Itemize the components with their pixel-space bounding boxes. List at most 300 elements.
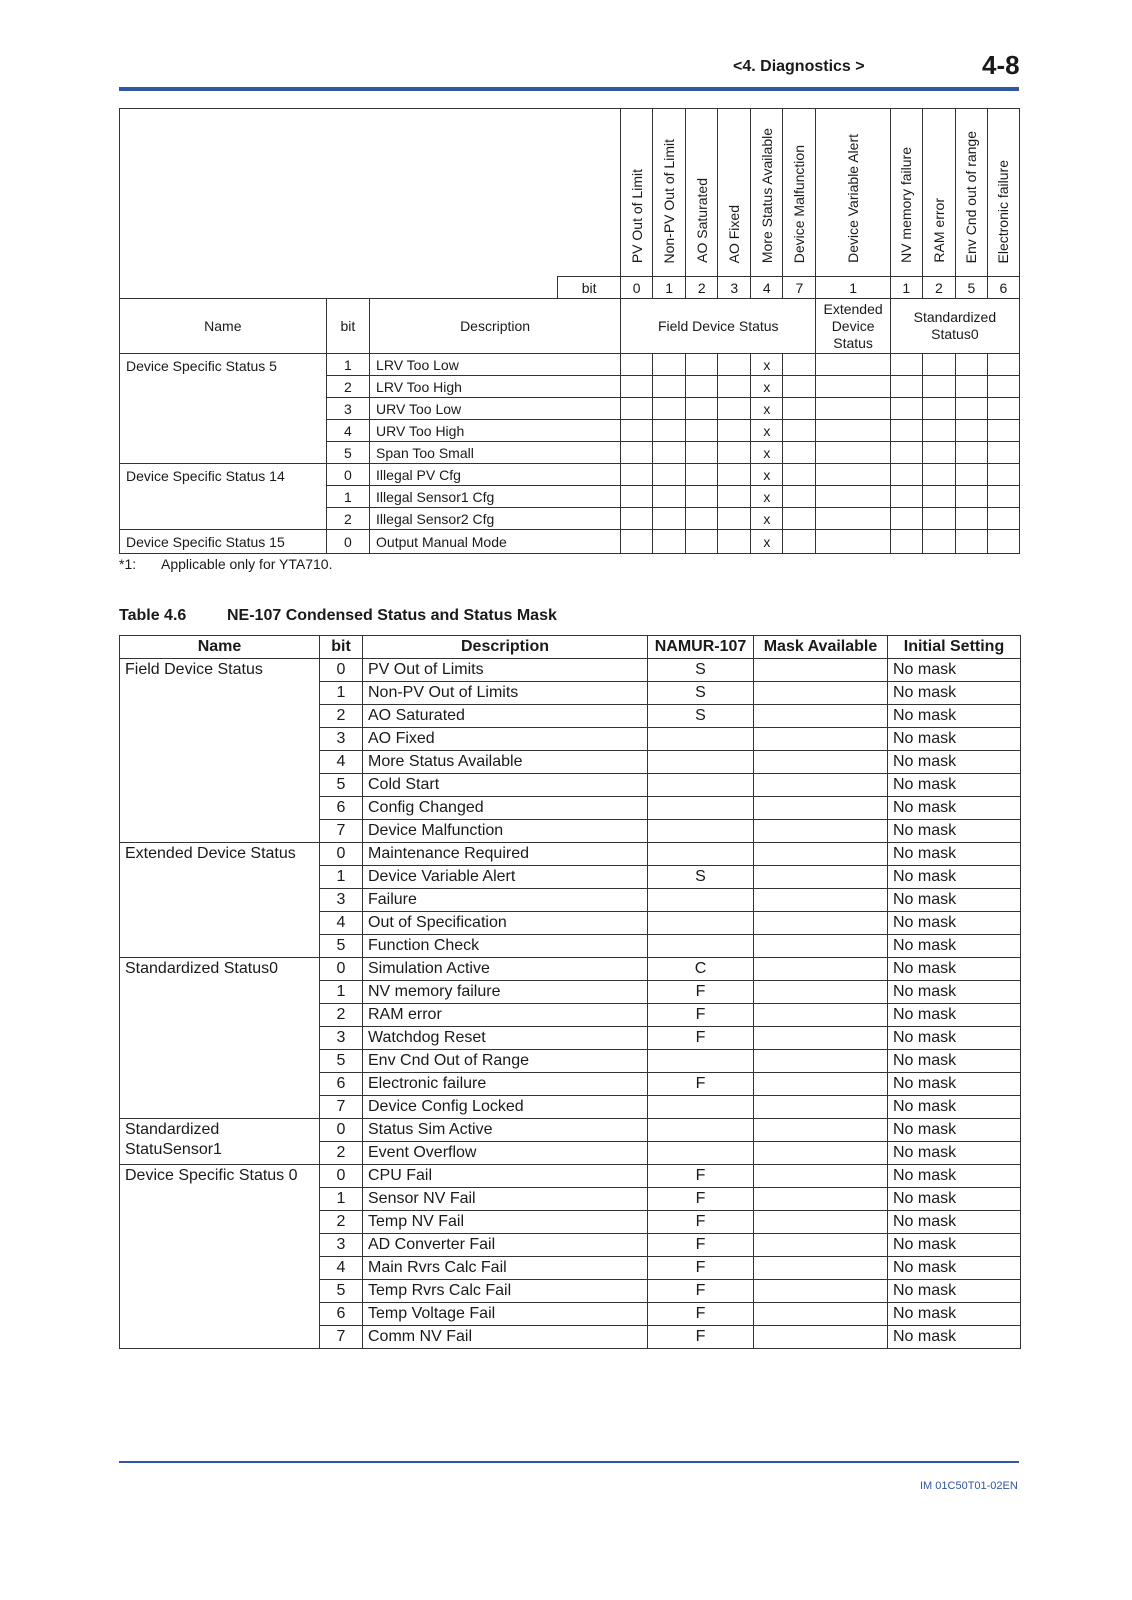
mark-cell: [816, 530, 890, 554]
mark-cell: [890, 442, 922, 464]
bit-cell: 5: [320, 935, 363, 958]
description-cell: Out of Specification: [363, 912, 648, 935]
mark-cell: [922, 464, 955, 486]
bit-cell: 7: [320, 1096, 363, 1119]
mask-available-cell: [754, 958, 888, 981]
bit-cell: 7: [320, 1326, 363, 1349]
namur-cell: C: [648, 958, 754, 981]
description-header: Description: [370, 299, 621, 354]
table-row: [120, 843, 1021, 866]
initial-setting-cell: No mask: [888, 659, 1021, 682]
column-header: [955, 109, 987, 277]
mark-cell: [621, 508, 653, 530]
initial-setting-cell: No mask: [888, 1280, 1021, 1303]
namur-cell: S: [648, 705, 754, 728]
column-header-label: PV Out of Limit: [628, 168, 645, 263]
group-name: Device Specific Status 5: [120, 354, 327, 464]
table-row: [120, 1165, 1021, 1188]
column-bit: 7: [783, 277, 816, 299]
initial-setting-header: Initial Setting: [888, 636, 1021, 659]
description-cell: Electronic failure: [363, 1073, 648, 1096]
column-bit: 4: [751, 277, 783, 299]
table-row: [120, 659, 1021, 682]
mask-available-cell: [754, 751, 888, 774]
bit-header: bit: [326, 299, 369, 354]
mask-available-cell: [754, 935, 888, 958]
bit-cell: 0: [320, 1165, 363, 1188]
mark-cell: [653, 376, 686, 398]
mark-cell: [987, 354, 1019, 376]
mark-cell: [816, 508, 890, 530]
namur-cell: F: [648, 1004, 754, 1027]
mark-cell: x: [751, 486, 783, 508]
initial-setting-cell: No mask: [888, 820, 1021, 843]
mark-cell: [816, 354, 890, 376]
initial-setting-cell: No mask: [888, 1027, 1021, 1050]
mark-cell: x: [751, 464, 783, 486]
mark-cell: [783, 464, 816, 486]
column-bit: 2: [686, 277, 718, 299]
mark-cell: x: [751, 354, 783, 376]
mask-available-cell: [754, 1280, 888, 1303]
bit-cell: 5: [320, 1280, 363, 1303]
bit-cell: 0: [326, 464, 369, 486]
mark-cell: [686, 442, 718, 464]
page-number: 4-8: [982, 50, 1020, 80]
initial-setting-cell: No mask: [888, 1165, 1021, 1188]
initial-setting-cell: No mask: [888, 751, 1021, 774]
mark-cell: [653, 486, 686, 508]
bit-header: bit: [320, 636, 363, 659]
description-cell: Status Sim Active: [363, 1119, 648, 1142]
mask-available-cell: [754, 1142, 888, 1165]
description-header: Description: [363, 636, 648, 659]
column-header-label: Non-PV Out of Limit: [661, 138, 678, 263]
namur-cell: F: [648, 1211, 754, 1234]
footnote: [119, 556, 332, 572]
document-id: IM 01C50T01-02EN: [920, 1480, 1018, 1492]
mark-cell: [653, 398, 686, 420]
description-cell: Config Changed: [363, 797, 648, 820]
group-name: Device Specific Status 15: [120, 530, 327, 554]
mark-cell: [987, 376, 1019, 398]
standardized-status0-header: Standardized Status0: [890, 299, 1019, 354]
bit-cell: 0: [320, 1119, 363, 1142]
mask-available-cell: [754, 912, 888, 935]
bit-cell: 1: [320, 981, 363, 1004]
description-cell: Event Overflow: [363, 1142, 648, 1165]
bit-cell: 3: [320, 889, 363, 912]
mask-available-cell: [754, 1326, 888, 1349]
table-row: [120, 958, 1021, 981]
initial-setting-cell: No mask: [888, 774, 1021, 797]
status-bit-mapping-table: [119, 108, 1020, 554]
mark-cell: [686, 464, 718, 486]
namur-cell: [648, 843, 754, 866]
mark-cell: [987, 508, 1019, 530]
namur-cell: F: [648, 1188, 754, 1211]
name-header: Name: [120, 636, 320, 659]
description-cell: Sensor NV Fail: [363, 1188, 648, 1211]
mark-cell: [621, 464, 653, 486]
table-row: [120, 530, 1020, 554]
bit-cell: 6: [320, 1303, 363, 1326]
mark-cell: [621, 442, 653, 464]
bit-cell: 1: [320, 1188, 363, 1211]
initial-setting-cell: No mask: [888, 1119, 1021, 1142]
mark-cell: [718, 354, 751, 376]
mark-cell: x: [751, 398, 783, 420]
mask-available-cell: [754, 1234, 888, 1257]
mask-available-cell: [754, 820, 888, 843]
mark-cell: [621, 354, 653, 376]
mark-cell: [987, 442, 1019, 464]
initial-setting-cell: No mask: [888, 1096, 1021, 1119]
column-header-label: Electronic failure: [995, 159, 1012, 263]
column-header: [816, 109, 890, 277]
mark-cell: [718, 464, 751, 486]
initial-setting-cell: No mask: [888, 981, 1021, 1004]
bit-cell: 2: [320, 1142, 363, 1165]
description-cell: Watchdog Reset: [363, 1027, 648, 1050]
table-row: [120, 354, 1020, 376]
description-cell: LRV Too High: [370, 376, 621, 398]
table-caption: [119, 607, 557, 625]
mark-cell: [783, 486, 816, 508]
initial-setting-cell: No mask: [888, 1073, 1021, 1096]
column-header: [686, 109, 718, 277]
mark-cell: [890, 530, 922, 554]
mark-cell: [816, 398, 890, 420]
mask-available-cell: [754, 1096, 888, 1119]
mark-cell: [783, 354, 816, 376]
mark-cell: [816, 376, 890, 398]
initial-setting-cell: No mask: [888, 866, 1021, 889]
column-header-label: Env Cnd out of range: [963, 130, 980, 263]
mark-cell: [955, 508, 987, 530]
column-header: [783, 109, 816, 277]
mask-available-header: Mask Available: [754, 636, 888, 659]
footnote-mark: *1:: [119, 556, 137, 572]
vertical-header-row: [120, 109, 1020, 277]
initial-setting-cell: No mask: [888, 1211, 1021, 1234]
mark-cell: [783, 398, 816, 420]
namur-cell: F: [648, 1303, 754, 1326]
mask-available-cell: [754, 1303, 888, 1326]
table-row: [120, 464, 1020, 486]
namur-cell: [648, 889, 754, 912]
field-device-status-header: Field Device Status: [621, 299, 816, 354]
group-name: Device Specific Status 0: [120, 1165, 320, 1349]
column-bit: 1: [816, 277, 890, 299]
description-cell: AO Saturated: [363, 705, 648, 728]
description-cell: NV memory failure: [363, 981, 648, 1004]
mark-cell: x: [751, 508, 783, 530]
mark-cell: [890, 420, 922, 442]
mask-available-cell: [754, 682, 888, 705]
mark-cell: [890, 508, 922, 530]
bit-cell: 4: [326, 420, 369, 442]
namur-cell: F: [648, 1280, 754, 1303]
namur-cell: [648, 1142, 754, 1165]
bit-cell: 5: [320, 774, 363, 797]
mark-cell: [890, 354, 922, 376]
description-cell: Main Rvrs Calc Fail: [363, 1257, 648, 1280]
bit-cell: 0: [326, 530, 369, 554]
description-cell: Temp Voltage Fail: [363, 1303, 648, 1326]
mask-available-cell: [754, 797, 888, 820]
description-cell: Illegal Sensor2 Cfg: [370, 508, 621, 530]
mark-cell: [922, 376, 955, 398]
namur-cell: [648, 774, 754, 797]
mark-cell: [621, 420, 653, 442]
initial-setting-cell: No mask: [888, 958, 1021, 981]
mask-available-cell: [754, 1073, 888, 1096]
group-name: Field Device Status: [120, 659, 320, 843]
mark-cell: [890, 398, 922, 420]
namur-cell: [648, 1119, 754, 1142]
description-cell: URV Too High: [370, 420, 621, 442]
description-cell: RAM error: [363, 1004, 648, 1027]
namur-cell: [648, 820, 754, 843]
description-cell: PV Out of Limits: [363, 659, 648, 682]
description-cell: Illegal Sensor1 Cfg: [370, 486, 621, 508]
mark-cell: [621, 486, 653, 508]
column-bit: 1: [890, 277, 922, 299]
description-cell: Comm NV Fail: [363, 1326, 648, 1349]
mark-cell: [890, 464, 922, 486]
initial-setting-cell: No mask: [888, 728, 1021, 751]
column-bit: 2: [922, 277, 955, 299]
mark-cell: [816, 420, 890, 442]
initial-setting-cell: No mask: [888, 1188, 1021, 1211]
column-header: [890, 109, 922, 277]
mark-cell: [783, 420, 816, 442]
description-cell: CPU Fail: [363, 1165, 648, 1188]
column-header-label: NV memory failure: [898, 147, 915, 263]
column-header: [751, 109, 783, 277]
initial-setting-cell: No mask: [888, 1142, 1021, 1165]
section-title: <4. Diagnostics >: [733, 58, 865, 75]
namur-cell: S: [648, 682, 754, 705]
mask-available-cell: [754, 774, 888, 797]
bit-cell: 2: [320, 1211, 363, 1234]
footnote-text: Applicable only for YTA710.: [161, 556, 333, 572]
description-cell: Function Check: [363, 935, 648, 958]
mask-available-cell: [754, 866, 888, 889]
description-cell: Temp NV Fail: [363, 1211, 648, 1234]
mark-cell: x: [751, 376, 783, 398]
mark-cell: [922, 486, 955, 508]
namur-cell: [648, 912, 754, 935]
namur-header: NAMUR-107: [648, 636, 754, 659]
column-bit: 5: [955, 277, 987, 299]
mask-available-cell: [754, 1188, 888, 1211]
bit-cell: 2: [326, 376, 369, 398]
namur-cell: F: [648, 1165, 754, 1188]
footer-rule: [119, 1461, 1019, 1463]
mark-cell: [922, 442, 955, 464]
table-caption-title: NE-107 Condensed Status and Status Mask: [227, 607, 557, 624]
mark-cell: [653, 530, 686, 554]
column-header-label: RAM error: [930, 198, 947, 263]
mask-available-cell: [754, 1211, 888, 1234]
bit-cell: 4: [320, 751, 363, 774]
mark-cell: [890, 376, 922, 398]
description-cell: Output Manual Mode: [370, 530, 621, 554]
mark-cell: [955, 486, 987, 508]
mask-available-cell: [754, 1257, 888, 1280]
bit-cell: 6: [320, 1073, 363, 1096]
bit-cell: 2: [320, 705, 363, 728]
column-header: [653, 109, 686, 277]
bit-cell: 1: [326, 486, 369, 508]
initial-setting-cell: No mask: [888, 1234, 1021, 1257]
mark-cell: [987, 464, 1019, 486]
mark-cell: [718, 398, 751, 420]
mark-cell: [686, 508, 718, 530]
description-cell: Device Malfunction: [363, 820, 648, 843]
mark-cell: [987, 398, 1019, 420]
bit-cell: 1: [326, 354, 369, 376]
bit-cell: 3: [326, 398, 369, 420]
description-cell: Span Too Small: [370, 442, 621, 464]
mark-cell: [783, 508, 816, 530]
column-header-label: AO Fixed: [726, 204, 743, 263]
mask-available-cell: [754, 728, 888, 751]
bit-cell: 3: [320, 1027, 363, 1050]
bit-cell: 0: [320, 843, 363, 866]
mark-cell: [955, 442, 987, 464]
mark-cell: x: [751, 420, 783, 442]
mark-cell: [816, 442, 890, 464]
namur-cell: F: [648, 981, 754, 1004]
namur-cell: [648, 1050, 754, 1073]
mark-cell: [653, 464, 686, 486]
mark-cell: [718, 508, 751, 530]
namur-cell: F: [648, 1073, 754, 1096]
mark-cell: [653, 354, 686, 376]
initial-setting-cell: No mask: [888, 1303, 1021, 1326]
mark-cell: [783, 530, 816, 554]
bit-cell: 3: [320, 1234, 363, 1257]
mark-cell: x: [751, 442, 783, 464]
bit-cell: 1: [320, 866, 363, 889]
mark-cell: [718, 376, 751, 398]
mask-available-cell: [754, 705, 888, 728]
namur-cell: S: [648, 659, 754, 682]
initial-setting-cell: No mask: [888, 1326, 1021, 1349]
mark-cell: [890, 486, 922, 508]
mark-cell: [653, 420, 686, 442]
column-header: [922, 109, 955, 277]
mask-available-cell: [754, 1050, 888, 1073]
mark-cell: [718, 486, 751, 508]
name-header: Name: [120, 299, 327, 354]
bit-cell: 2: [326, 508, 369, 530]
column-header: [987, 109, 1019, 277]
mark-cell: [816, 486, 890, 508]
mark-cell: [621, 530, 653, 554]
mask-available-cell: [754, 1004, 888, 1027]
mask-available-cell: [754, 889, 888, 912]
description-cell: AD Converter Fail: [363, 1234, 648, 1257]
initial-setting-cell: No mask: [888, 1050, 1021, 1073]
mark-cell: [955, 420, 987, 442]
bit-cell: 0: [320, 958, 363, 981]
initial-setting-cell: No mask: [888, 935, 1021, 958]
column-header: [621, 109, 653, 277]
description-cell: Simulation Active: [363, 958, 648, 981]
table-row: [120, 1119, 1021, 1142]
mark-cell: [922, 420, 955, 442]
bit-cell: 3: [320, 728, 363, 751]
mask-available-cell: [754, 659, 888, 682]
mark-cell: [718, 442, 751, 464]
mark-cell: [987, 486, 1019, 508]
description-cell: LRV Too Low: [370, 354, 621, 376]
mark-cell: [686, 398, 718, 420]
mark-cell: [621, 376, 653, 398]
initial-setting-cell: No mask: [888, 682, 1021, 705]
namur-cell: [648, 1096, 754, 1119]
bit-cell: 7: [320, 820, 363, 843]
extended-device-status-header: Extended Device Status: [816, 299, 890, 354]
mark-cell: [922, 530, 955, 554]
mask-available-cell: [754, 981, 888, 1004]
group-name: Extended Device Status: [120, 843, 320, 958]
header-blank: [120, 109, 621, 277]
header-rule: [119, 87, 1019, 91]
mark-cell: [955, 376, 987, 398]
description-cell: Cold Start: [363, 774, 648, 797]
description-cell: Device Config Locked: [363, 1096, 648, 1119]
column-header-label: Device Malfunction: [791, 144, 808, 263]
column-header-label: Device Variable Alert: [845, 134, 862, 263]
column-header: [718, 109, 751, 277]
mark-cell: [922, 398, 955, 420]
mark-cell: [653, 442, 686, 464]
group-name: Device Specific Status 14: [120, 464, 327, 530]
description-cell: URV Too Low: [370, 398, 621, 420]
mark-cell: [922, 508, 955, 530]
bit-row-label: bit: [558, 277, 621, 299]
bit-cell: 6: [320, 797, 363, 820]
column-bit: 1: [653, 277, 686, 299]
mark-cell: [955, 530, 987, 554]
bit-cell: 4: [320, 912, 363, 935]
mark-cell: [816, 464, 890, 486]
description-cell: AO Fixed: [363, 728, 648, 751]
mark-cell: [987, 530, 1019, 554]
column-bit: 3: [718, 277, 751, 299]
group-name: Standardized StatuSensor1: [120, 1119, 320, 1165]
bit-cell: 5: [320, 1050, 363, 1073]
column-header-label: More Status Available: [758, 127, 775, 263]
mark-cell: x: [751, 530, 783, 554]
mask-available-cell: [754, 1027, 888, 1050]
mark-cell: [783, 376, 816, 398]
initial-setting-cell: No mask: [888, 797, 1021, 820]
mark-cell: [718, 420, 751, 442]
description-cell: Env Cnd Out of Range: [363, 1050, 648, 1073]
initial-setting-cell: No mask: [888, 912, 1021, 935]
initial-setting-cell: No mask: [888, 705, 1021, 728]
namur-cell: F: [648, 1326, 754, 1349]
mask-available-cell: [754, 1165, 888, 1188]
bit-cell: 4: [320, 1257, 363, 1280]
mark-cell: [686, 354, 718, 376]
